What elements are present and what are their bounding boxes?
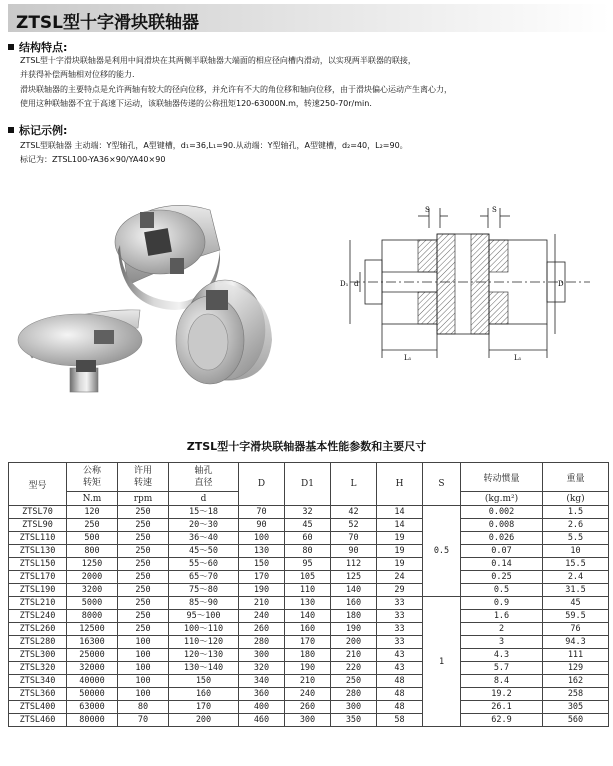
table-cell: 100 (118, 636, 169, 649)
table-row (9, 701, 609, 714)
table-cell: ZTSL240 (9, 610, 67, 623)
table-cell: 42 (331, 506, 377, 519)
table-cell: 8.4 (461, 675, 543, 688)
table-cell: 180 (285, 649, 331, 662)
table-cell: 250 (118, 597, 169, 610)
table-cell: 0.008 (461, 519, 543, 532)
table-cell: 90 (239, 519, 285, 532)
unit-weight: (kg) (543, 492, 609, 506)
table-cell: 170 (169, 701, 239, 714)
col-header-model: 型号 (9, 463, 67, 506)
table-cell: 65～70 (169, 571, 239, 584)
table-row (9, 714, 609, 727)
col-header-bore: 轴孔 直径 (169, 463, 239, 492)
table-cell: 110 (285, 584, 331, 597)
table-cell: 85～90 (169, 597, 239, 610)
table-cell: 130～140 (169, 662, 239, 675)
table-cell: 43 (377, 662, 423, 675)
label-s-left: S (425, 206, 430, 214)
table-cell: 33 (377, 610, 423, 623)
features-line: 使用这种联轴器不宜于高速下运动，该联轴器传递的公称扭矩120-63000N.m，转速250-70r/min. (20, 99, 372, 109)
table-cell: 0.9 (461, 597, 543, 610)
table-cell: 0.07 (461, 545, 543, 558)
table-cell: 12500 (67, 623, 118, 636)
label-D: D (558, 280, 564, 288)
table-cell: 19 (377, 532, 423, 545)
table-cell: 125 (331, 571, 377, 584)
table-cell: 32000 (67, 662, 118, 675)
table-cell: 220 (331, 662, 377, 675)
table-cell: ZTSL190 (9, 584, 67, 597)
table-cell: 0.002 (461, 506, 543, 519)
table-cell: 55～60 (169, 558, 239, 571)
table-cell: 31.5 (543, 584, 609, 597)
table-cell: 258 (543, 688, 609, 701)
table-cell: 111 (543, 649, 609, 662)
table-cell: 160 (285, 623, 331, 636)
table-cell: 260 (239, 623, 285, 636)
unit-torque: N.m (67, 492, 118, 506)
table-cell: 70 (331, 532, 377, 545)
example-text (20, 139, 605, 168)
table-cell: ZTSL130 (9, 545, 67, 558)
spec-table-body (9, 506, 609, 727)
table-cell: 1.6 (461, 610, 543, 623)
table-cell: 2000 (67, 571, 118, 584)
table-cell: 4.3 (461, 649, 543, 662)
table-cell: 26.1 (461, 701, 543, 714)
table-cell: 112 (331, 558, 377, 571)
table-cell: 140 (331, 584, 377, 597)
table-cell: 210 (239, 597, 285, 610)
table-cell: 48 (377, 688, 423, 701)
table-row (9, 571, 609, 584)
table-cell: 240 (285, 688, 331, 701)
bullet-square-icon (8, 127, 14, 133)
table-row (9, 610, 609, 623)
table-cell: 45～50 (169, 545, 239, 558)
table-cell: 110～120 (169, 636, 239, 649)
table-cell: 120 (67, 506, 118, 519)
cell-s: 0.5 (423, 506, 461, 597)
table-cell: 80000 (67, 714, 118, 727)
table-cell: 19.2 (461, 688, 543, 701)
table-cell: 250 (118, 506, 169, 519)
label-L1-left: L₁ (404, 354, 412, 362)
table-cell: 3 (461, 636, 543, 649)
example-line-1: ZTSL型联轴器 主动端：Y型轴孔，A型键槽，d₁=36,L₁=90.从动端：Y型轴孔，A型键槽，d₂=40，L₂=90。 (20, 141, 408, 150)
table-cell: 300 (285, 714, 331, 727)
table-cell: 25000 (67, 649, 118, 662)
table-cell: 2.6 (543, 519, 609, 532)
table-cell: 40000 (67, 675, 118, 688)
table-cell: 250 (118, 519, 169, 532)
table-cell: 160 (169, 688, 239, 701)
table-row (9, 597, 609, 610)
features-line: ZTSL型十字滑块联轴器是利用中间滑块在其两侧半联轴器大端面的相应径向槽内滑动，以实现两半联器的联接， (20, 56, 416, 65)
table-cell: 70 (118, 714, 169, 727)
table-cell: 8000 (67, 610, 118, 623)
table-cell: ZTSL360 (9, 688, 67, 701)
table-cell: 360 (239, 688, 285, 701)
table-cell: 190 (285, 662, 331, 675)
table-cell: 95～100 (169, 610, 239, 623)
table-cell: 100 (239, 532, 285, 545)
table-cell: 260 (285, 701, 331, 714)
cell-s: 1 (423, 597, 461, 727)
table-cell: 24 (377, 571, 423, 584)
table-cell: 5.5 (543, 532, 609, 545)
table-cell: 250 (118, 584, 169, 597)
label-d1: D₁ (340, 280, 349, 288)
table-row (9, 532, 609, 545)
table-cell: 2.4 (543, 571, 609, 584)
table-cell: 1250 (67, 558, 118, 571)
label-L1-right: L₁ (514, 354, 522, 362)
col-header-D1: D1 (285, 463, 331, 506)
table-cell: 48 (377, 675, 423, 688)
table-row (9, 675, 609, 688)
table-cell: ZTSL70 (9, 506, 67, 519)
table-row (9, 519, 609, 532)
table-cell: 240 (239, 610, 285, 623)
table-cell: 120～130 (169, 649, 239, 662)
table-cell: 210 (285, 675, 331, 688)
table-row (9, 623, 609, 636)
table-cell: 500 (67, 532, 118, 545)
table-cell: 36～40 (169, 532, 239, 545)
table-cell: 340 (239, 675, 285, 688)
col-header-torque: 公称 转矩 (67, 463, 118, 492)
table-cell: 100～110 (169, 623, 239, 636)
table-cell: 0.026 (461, 532, 543, 545)
table-cell: 140 (285, 610, 331, 623)
table-cell: 190 (239, 584, 285, 597)
table-cell: 60 (285, 532, 331, 545)
table-cell: 180 (331, 610, 377, 623)
table-cell: ZTSL300 (9, 649, 67, 662)
table-title: ZTSL型十字滑块联轴器基本性能参数和主要尺寸 (186, 440, 427, 453)
table-cell: 10 (543, 545, 609, 558)
features-line: 滑块联轴器的主要特点是允许两轴有较大的径向位移，并允许有不大的角位移和轴向位移，由于滑块偏心运动产生离心力， (20, 84, 452, 94)
table-cell: 45 (543, 597, 609, 610)
table-cell: 62.9 (461, 714, 543, 727)
technical-drawing (330, 200, 610, 380)
table-cell: 75～80 (169, 584, 239, 597)
table-cell: 59.5 (543, 610, 609, 623)
table-cell: 45 (285, 519, 331, 532)
table-cell: 300 (239, 649, 285, 662)
table-cell: 29 (377, 584, 423, 597)
page-title: ZTSL型十字滑块联轴器 (16, 13, 199, 33)
table-cell: 170 (285, 636, 331, 649)
table-cell: 3200 (67, 584, 118, 597)
table-cell: 250 (118, 610, 169, 623)
table-cell: 129 (543, 662, 609, 675)
table-cell: 16300 (67, 636, 118, 649)
table-cell: 0.25 (461, 571, 543, 584)
table-cell: 5000 (67, 597, 118, 610)
table-cell: 400 (239, 701, 285, 714)
col-header-weight: 重量 (543, 463, 609, 492)
label-d: d (354, 280, 359, 288)
product-photo (10, 190, 310, 412)
table-cell: 560 (543, 714, 609, 727)
table-cell: 800 (67, 545, 118, 558)
table-cell: 80 (118, 701, 169, 714)
table-cell: 15～18 (169, 506, 239, 519)
table-cell: 100 (118, 662, 169, 675)
table-cell: 160 (331, 597, 377, 610)
table-cell: 43 (377, 649, 423, 662)
features-text (20, 54, 605, 112)
table-cell: 20～30 (169, 519, 239, 532)
table-cell: ZTSL150 (9, 558, 67, 571)
table-cell: 48 (377, 701, 423, 714)
unit-bore: d (169, 492, 239, 506)
unit-speed: rpm (118, 492, 169, 506)
table-cell: 19 (377, 545, 423, 558)
table-cell: ZTSL170 (9, 571, 67, 584)
table-cell: 150 (169, 675, 239, 688)
table-cell: 33 (377, 636, 423, 649)
example-line-2: 标记为：ZTSL100-YA36×90/YA40×90 (20, 155, 166, 165)
table-cell: ZTSL460 (9, 714, 67, 727)
table-cell: 5.7 (461, 662, 543, 675)
table-cell: ZTSL280 (9, 636, 67, 649)
table-cell: 76 (543, 623, 609, 636)
table-cell: 19 (377, 558, 423, 571)
col-header-D: D (239, 463, 285, 506)
hub-right (176, 280, 272, 384)
table-cell: 105 (285, 571, 331, 584)
table-cell: ZTSL400 (9, 701, 67, 714)
table-cell: 0.14 (461, 558, 543, 571)
table-cell: 33 (377, 597, 423, 610)
table-cell: 320 (239, 662, 285, 675)
table-cell: ZTSL210 (9, 597, 67, 610)
table-row (9, 649, 609, 662)
slider-block (18, 310, 142, 392)
table-cell: 58 (377, 714, 423, 727)
table-cell: 130 (285, 597, 331, 610)
col-header-H: H (377, 463, 423, 506)
table-cell: 280 (331, 688, 377, 701)
table-cell: 14 (377, 506, 423, 519)
table-cell: 100 (118, 675, 169, 688)
table-cell: 250 (331, 675, 377, 688)
table-cell: 32 (285, 506, 331, 519)
table-cell: 33 (377, 623, 423, 636)
table-row (9, 662, 609, 675)
table-row (9, 545, 609, 558)
table-cell: 250 (118, 532, 169, 545)
table-cell: 52 (331, 519, 377, 532)
table-cell: 95 (285, 558, 331, 571)
features-heading: 结构特点: (8, 39, 67, 55)
col-header-speed: 许用 转速 (118, 463, 169, 492)
table-cell: 94.3 (543, 636, 609, 649)
bullet-square-icon (8, 44, 14, 50)
table-cell: 250 (67, 519, 118, 532)
table-cell: 15.5 (543, 558, 609, 571)
title-bar (8, 4, 610, 32)
table-cell: 170 (239, 571, 285, 584)
table-cell: 250 (118, 623, 169, 636)
table-cell: 200 (331, 636, 377, 649)
table-cell: 50000 (67, 688, 118, 701)
table-cell: 1.5 (543, 506, 609, 519)
spec-table (8, 462, 609, 727)
table-row (9, 584, 609, 597)
table-cell: 80 (285, 545, 331, 558)
table-row (9, 688, 609, 701)
table-cell: 190 (331, 623, 377, 636)
example-heading: 标记示例: (8, 122, 67, 138)
table-cell: 210 (331, 649, 377, 662)
table-cell: 250 (118, 558, 169, 571)
table-row (9, 506, 609, 519)
table-cell: ZTSL340 (9, 675, 67, 688)
features-line: 并获得补偿两轴相对位移的能力. (20, 70, 135, 80)
table-cell: 305 (543, 701, 609, 714)
table-cell: 300 (331, 701, 377, 714)
label-s-right: S (492, 206, 497, 214)
table-cell: 250 (118, 545, 169, 558)
table-cell: 2 (461, 623, 543, 636)
unit-inertia: (kg.m²) (461, 492, 543, 506)
table-cell: 90 (331, 545, 377, 558)
table-cell: ZTSL320 (9, 662, 67, 675)
table-cell: 100 (118, 688, 169, 701)
table-cell: 70 (239, 506, 285, 519)
col-header-inertia: 转动惯量 (461, 463, 543, 492)
table-row (9, 558, 609, 571)
table-cell: 200 (169, 714, 239, 727)
table-cell: ZTSL110 (9, 532, 67, 545)
col-header-L: L (331, 463, 377, 506)
table-cell: 150 (239, 558, 285, 571)
table-cell: ZTSL260 (9, 623, 67, 636)
table-row (9, 636, 609, 649)
table-cell: 250 (118, 571, 169, 584)
col-header-S: S (423, 463, 461, 506)
table-cell: 0.5 (461, 584, 543, 597)
table-cell: 162 (543, 675, 609, 688)
table-cell: 350 (331, 714, 377, 727)
table-cell: 100 (118, 649, 169, 662)
table-cell: 280 (239, 636, 285, 649)
table-cell: 460 (239, 714, 285, 727)
table-cell: 130 (239, 545, 285, 558)
table-cell: ZTSL90 (9, 519, 67, 532)
table-cell: 14 (377, 519, 423, 532)
table-cell: 63000 (67, 701, 118, 714)
